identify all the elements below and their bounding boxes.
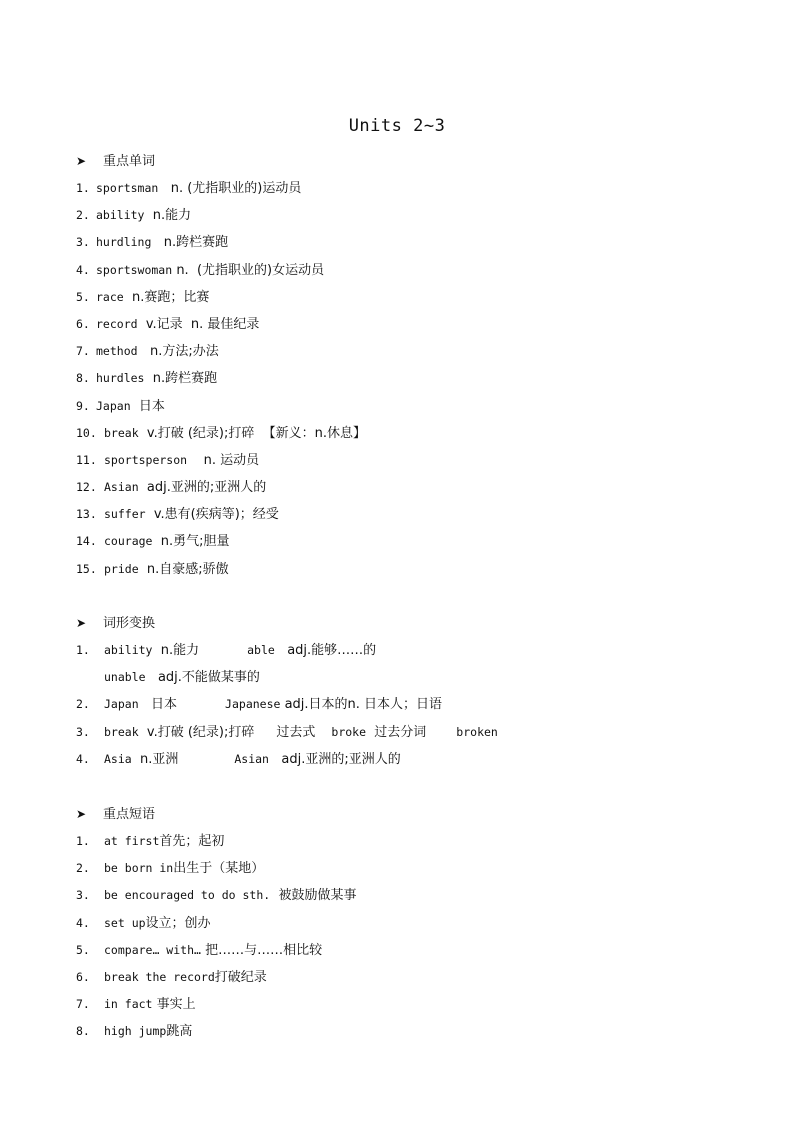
list-item: 5. compare… with… 把……与……相比较	[76, 942, 323, 958]
list-item: 11. sportsperson n. 运动员	[76, 452, 260, 468]
list-item: 12. Asian adj.亚洲的;亚洲人的	[76, 480, 267, 496]
list-item: 1. at first首先；起初	[76, 834, 225, 849]
list-item: 6. record v.记录 n. 最佳纪录	[76, 316, 260, 332]
list-item: 10. break v.打破 (纪录);打碎 【新义：n.休息】	[76, 425, 366, 441]
page-title: Units 2~3	[348, 116, 446, 136]
list-item: 2. Japan 日本 Japanese adj.日本的n. 日本人；日语	[76, 697, 443, 713]
list-item: 15. pride n.自豪感;骄傲	[76, 561, 229, 577]
list-item: 3. hurdling n.跨栏赛跑	[76, 235, 229, 251]
list-item: 13. suffer v.患有(疾病等)；经受	[76, 507, 279, 523]
list-item: 8. hurdles n.跨栏赛跑	[76, 371, 218, 387]
section-heading: ➤ 重点短语	[76, 801, 756, 828]
list-item: 8. high jump跳高	[76, 1024, 193, 1040]
section-word-forms	[76, 610, 756, 773]
list-item: 3. break v.打破 (纪录);打碎 过去式 broke 过去分词 broken	[76, 724, 498, 740]
list-item: 6. break the record打破纪录	[76, 969, 267, 985]
list-item: 2. ability n.能力	[76, 208, 192, 224]
list-item: 1. ability n.能力 able adj.能够……的	[76, 643, 377, 658]
list-item: 7. in fact 事实上	[76, 997, 196, 1013]
list-item: 2. be born in出生于（某地）	[76, 861, 265, 877]
section-key-words	[76, 148, 756, 583]
list-item: 14. courage n.勇气;胆量	[76, 534, 230, 550]
arrow-bullet-icon: ➤	[76, 807, 87, 821]
arrow-bullet-icon: ➤	[76, 616, 87, 630]
list-item: 3. be encouraged to do sth. 被鼓励做某事	[76, 888, 357, 904]
section-key-phrases	[76, 801, 756, 1046]
list-item-continuation: unable adj.不能做某事的	[104, 670, 260, 686]
section-heading: ➤ 词形变换	[76, 610, 756, 637]
list-item: 9. Japan 日本	[76, 398, 165, 414]
list-item: 4. Asia n.亚洲 Asian adj.亚洲的;亚洲人的	[76, 751, 401, 767]
list-item: 1. sportsman n. (尤指职业的)运动员	[76, 181, 302, 196]
list-item: 5. race n.赛跑；比赛	[76, 289, 210, 305]
list-item: 7. method n.方法;办法	[76, 344, 219, 360]
list-item: 4. set up设立；创办	[76, 915, 211, 931]
section-heading: ➤ 重点单词	[76, 148, 756, 175]
list-item: 4. sportswoman n. (尤指职业的)女运动员	[76, 262, 325, 278]
arrow-bullet-icon: ➤	[76, 154, 87, 168]
